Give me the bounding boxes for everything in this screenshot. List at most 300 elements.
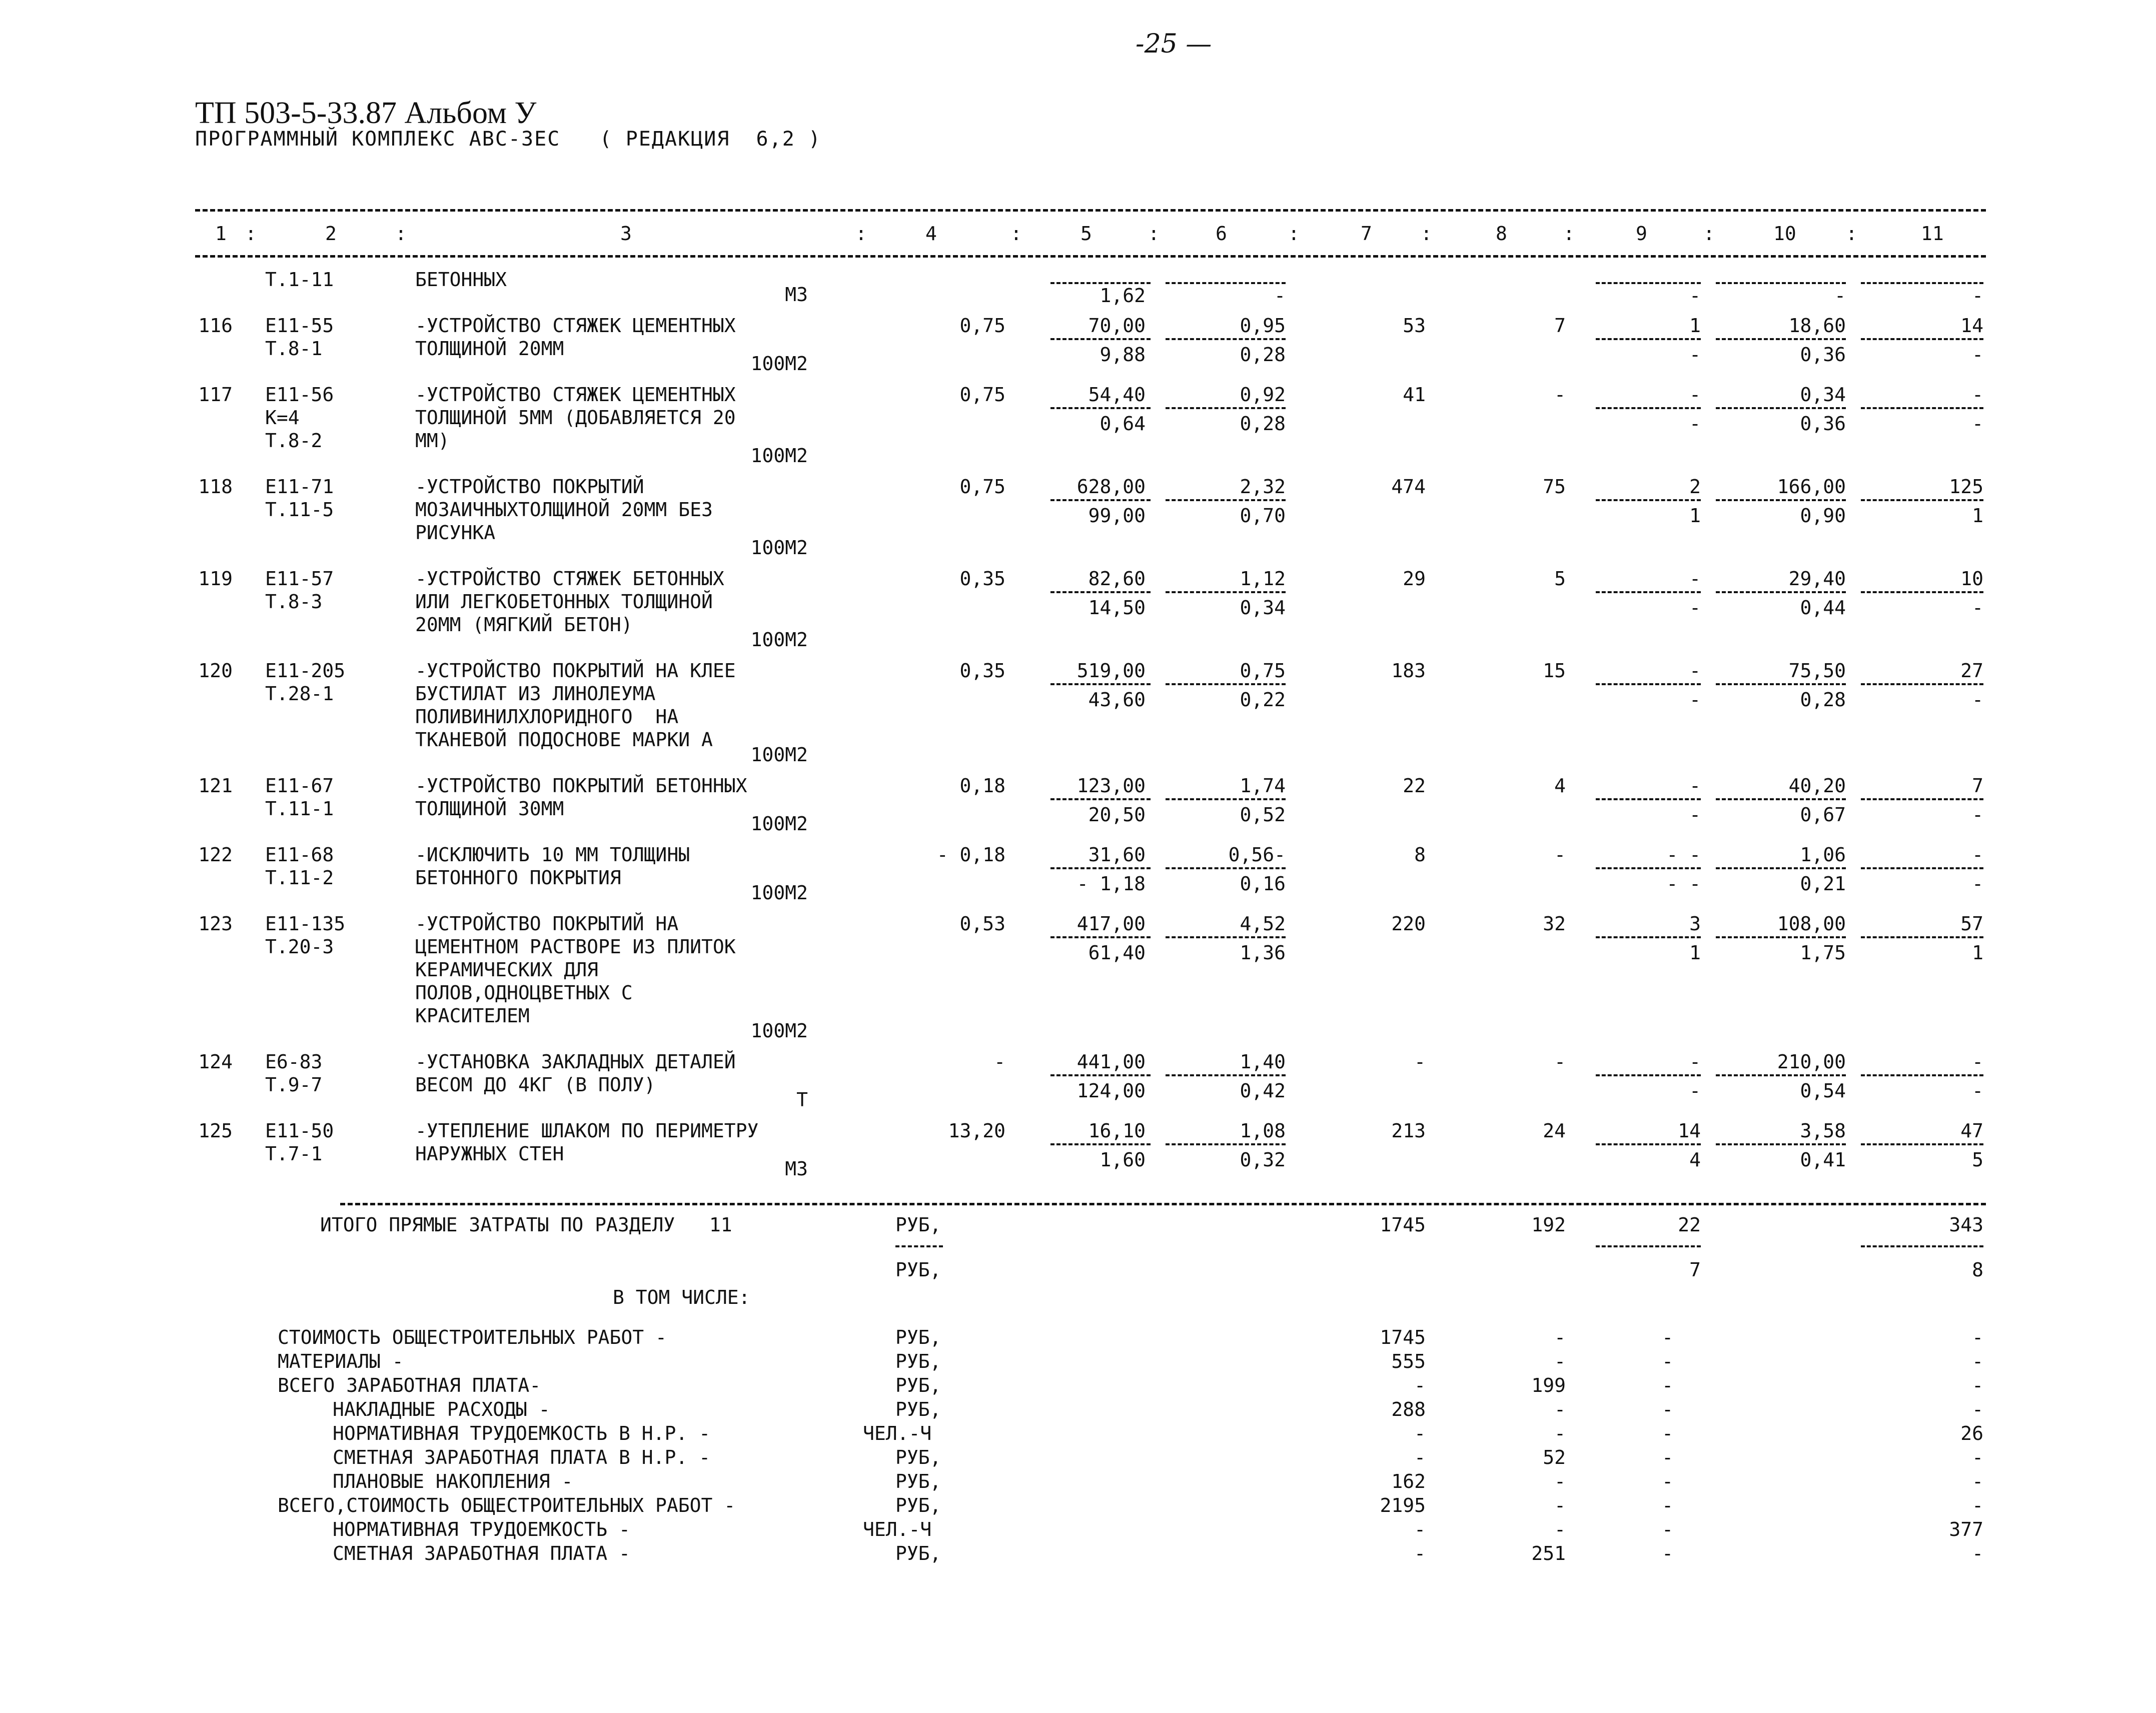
cell-divider bbox=[1716, 282, 1846, 284]
summary-c11: - bbox=[1972, 1398, 1983, 1420]
cell-divider bbox=[1050, 798, 1151, 800]
cost-wages: - bbox=[1554, 844, 1566, 866]
cell-divider bbox=[1166, 1074, 1286, 1076]
cell-divider bbox=[1596, 798, 1701, 800]
row-number: 117 bbox=[198, 384, 233, 406]
summary-c9: - bbox=[1662, 1398, 1673, 1420]
work-description: ПОЛОВ,ОДНОЦВЕТНЫХ С bbox=[415, 982, 633, 1004]
value-c6-bottom: 0,52 bbox=[1240, 804, 1286, 826]
value-c6-top: 1,40 bbox=[1240, 1051, 1286, 1073]
cost-total: 22 bbox=[1403, 775, 1426, 797]
column-separator: : bbox=[1846, 223, 1857, 245]
total-label: ИТОГО ПРЯМЫЕ ЗАТРАТЫ ПО РАЗДЕЛУ 11 bbox=[320, 1214, 732, 1236]
value-c9-bottom: 1 bbox=[1689, 505, 1701, 527]
value-c5-bottom: 61,40 bbox=[1088, 942, 1146, 964]
summary-cost: - bbox=[1414, 1374, 1426, 1396]
value-c9-top: 3 bbox=[1689, 913, 1701, 935]
norm-code: Т.11-1 bbox=[265, 798, 334, 820]
summary-wages: - bbox=[1554, 1326, 1566, 1348]
value-c6-bottom: 0,34 bbox=[1240, 597, 1286, 619]
norm-code: Т.8-1 bbox=[265, 338, 323, 360]
cell-divider bbox=[1861, 1245, 1983, 1247]
summary-cost: 288 bbox=[1391, 1398, 1426, 1420]
value-c9-bottom: 4 bbox=[1689, 1149, 1701, 1171]
summary-c11: - bbox=[1972, 1470, 1983, 1492]
value-c9-top: - bbox=[1689, 384, 1701, 406]
work-description: МОЗАИЧНЫХТОЛЩИНОЙ 20ММ БЕЗ bbox=[415, 499, 713, 521]
value-c10-top: 166,00 bbox=[1777, 476, 1846, 498]
unit-of-measure: 100М2 bbox=[750, 1020, 808, 1042]
value-c11-bottom: - bbox=[1972, 344, 1983, 366]
summary-cost: 2195 bbox=[1380, 1494, 1426, 1516]
summary-unit: РУБ, bbox=[895, 1374, 941, 1396]
value-c5-top: 70,00 bbox=[1088, 315, 1146, 337]
column-header-1: 1 bbox=[215, 223, 227, 245]
summary-wages: 251 bbox=[1531, 1542, 1566, 1564]
cell-divider bbox=[1596, 1143, 1701, 1145]
value-c11-bottom: 1 bbox=[1972, 942, 1983, 964]
work-description: ТОЛЩИНОЙ 30ММ bbox=[415, 798, 564, 820]
value-c11-top: 47 bbox=[1960, 1120, 1983, 1142]
work-description: ММ) bbox=[415, 430, 450, 452]
value-c10-bottom: 0,67 bbox=[1800, 804, 1846, 826]
summary-unit: РУБ, bbox=[895, 1350, 941, 1372]
column-separator: : bbox=[855, 223, 867, 245]
norm-code: Т.8-2 bbox=[265, 430, 323, 452]
quantity: 13,20 bbox=[948, 1120, 1005, 1142]
work-description: ТОЛЩИНОЙ 20ММ bbox=[415, 338, 564, 360]
column-separator: : bbox=[1288, 223, 1300, 245]
summary-label: НОРМАТИВНАЯ ТРУДОЕМКОСТЬ - bbox=[333, 1518, 630, 1540]
norm-code: Т.28-1 bbox=[265, 683, 334, 705]
cell-divider bbox=[1166, 407, 1286, 409]
total-c11-top: 343 bbox=[1949, 1214, 1983, 1236]
summary-c11: 26 bbox=[1960, 1422, 1983, 1444]
cell-divider bbox=[1861, 867, 1983, 869]
column-header-7: 7 bbox=[1361, 223, 1372, 245]
summary-c11: - bbox=[1972, 1374, 1983, 1396]
norm-code: Е11-57 bbox=[265, 568, 334, 590]
quantity: - 0,18 bbox=[936, 844, 1005, 866]
unit-of-measure: 100М2 bbox=[750, 353, 808, 375]
cost-total: - bbox=[1414, 1051, 1426, 1073]
column-separator: : bbox=[245, 223, 257, 245]
value-c10-bottom: 0,41 bbox=[1800, 1149, 1846, 1171]
norm-code: К=4 bbox=[265, 407, 300, 429]
summary-label: ВСЕГО,СТОИМОСТЬ ОБЩЕСТРОИТЕЛЬНЫХ РАБОТ - bbox=[278, 1494, 736, 1516]
work-description: -УСТРОЙСТВО ПОКРЫТИЙ НА КЛЕЕ bbox=[415, 660, 736, 682]
cell-divider bbox=[1716, 407, 1846, 409]
summary-c11: - bbox=[1972, 1446, 1983, 1468]
value-c5-top: 82,60 bbox=[1088, 568, 1146, 590]
work-description: ПОЛИВИНИЛХЛОРИДНОГО НА bbox=[415, 706, 679, 728]
summary-c9: - bbox=[1662, 1518, 1673, 1540]
column-separator: : bbox=[1148, 223, 1160, 245]
summary-c9: - bbox=[1662, 1422, 1673, 1444]
document-title: ТП 503-5-33.87 Альбом У bbox=[195, 96, 537, 130]
cell-divider bbox=[1716, 338, 1846, 340]
summary-c9: - bbox=[1662, 1470, 1673, 1492]
summary-unit: РУБ, bbox=[895, 1398, 941, 1420]
table-top-rule bbox=[195, 209, 1986, 212]
total-wages: 192 bbox=[1531, 1214, 1566, 1236]
summary-c9: - bbox=[1662, 1494, 1673, 1516]
cell-divider bbox=[1861, 338, 1983, 340]
summary-wages: - bbox=[1554, 1350, 1566, 1372]
value-c10-top: 0,34 bbox=[1800, 384, 1846, 406]
work-description: -УСТРОЙСТВО СТЯЖЕК ЦЕМЕНТНЫХ bbox=[415, 384, 736, 406]
summary-c11: 377 bbox=[1949, 1518, 1983, 1540]
work-description: КЕРАМИЧЕСКИХ ДЛЯ bbox=[415, 959, 599, 981]
cell-divider bbox=[1596, 282, 1701, 284]
value-c11-top: - bbox=[1972, 844, 1983, 866]
value-c9-top: - bbox=[1689, 568, 1701, 590]
value-c9-bottom: - bbox=[1689, 344, 1701, 366]
summary-wages: 52 bbox=[1543, 1446, 1566, 1468]
row-number: 119 bbox=[198, 568, 233, 590]
work-description: ТКАНЕВОЙ ПОДОСНОВЕ МАРКИ А bbox=[415, 729, 713, 751]
cell-divider bbox=[1716, 867, 1846, 869]
value-c11-top: 7 bbox=[1972, 775, 1983, 797]
value-c9-bottom: - - bbox=[1666, 873, 1701, 895]
total-c9-bottom: 7 bbox=[1689, 1259, 1701, 1281]
value-c5-bottom: 20,50 bbox=[1088, 804, 1146, 826]
cost-wages: 75 bbox=[1543, 476, 1566, 498]
summary-c9: - bbox=[1662, 1374, 1673, 1396]
cell-divider bbox=[1716, 1143, 1846, 1145]
cell-divider bbox=[1861, 591, 1983, 593]
value-c11-top: 27 bbox=[1960, 660, 1983, 682]
total-c9-top: 22 bbox=[1678, 1214, 1701, 1236]
column-header-9: 9 bbox=[1636, 223, 1647, 245]
value-c6-bottom: 0,32 bbox=[1240, 1149, 1286, 1171]
work-description: БЕТОННОГО ПОКРЫТИЯ bbox=[415, 867, 621, 889]
cell-divider bbox=[1596, 1245, 1701, 1247]
cost-total: 53 bbox=[1403, 315, 1426, 337]
summary-wages: - bbox=[1554, 1518, 1566, 1540]
value-c6-bottom: 0,70 bbox=[1240, 505, 1286, 527]
cell-divider bbox=[1166, 499, 1286, 501]
cell-divider bbox=[1596, 338, 1701, 340]
value-c6-top: 0,92 bbox=[1240, 384, 1286, 406]
cost-wages: 5 bbox=[1554, 568, 1566, 590]
value-c5-bottom: 99,00 bbox=[1088, 505, 1146, 527]
summary-wages: 199 bbox=[1531, 1374, 1566, 1396]
value-c9-bottom: - bbox=[1689, 597, 1701, 619]
cell-divider bbox=[1050, 591, 1151, 593]
value-c9-top: - - bbox=[1666, 844, 1701, 866]
cost-wages: 24 bbox=[1543, 1120, 1566, 1142]
quantity: 0,75 bbox=[959, 384, 1005, 406]
norm-code: Т.1-11 bbox=[265, 269, 334, 291]
summary-label: СТОИМОСТЬ ОБЩЕСТРОИТЕЛЬНЫХ РАБОТ - bbox=[278, 1326, 667, 1348]
summary-c11: - bbox=[1972, 1494, 1983, 1516]
cell-divider bbox=[1050, 282, 1151, 284]
cell-divider bbox=[1596, 1074, 1701, 1076]
work-description: -УСТАНОВКА ЗАКЛАДНЫХ ДЕТАЛЕЙ bbox=[415, 1051, 736, 1073]
value-c10-top: 3,58 bbox=[1800, 1120, 1846, 1142]
value-c9-top: 1 bbox=[1689, 315, 1701, 337]
norm-code: Т.11-2 bbox=[265, 867, 334, 889]
cost-wages: - bbox=[1554, 1051, 1566, 1073]
cell-divider bbox=[1861, 1074, 1983, 1076]
summary-c9: - bbox=[1662, 1542, 1673, 1564]
norm-code: Е11-68 bbox=[265, 844, 334, 866]
unit-of-measure: 100М2 bbox=[750, 813, 808, 835]
quantity: 0,18 bbox=[959, 775, 1005, 797]
column-separator: : bbox=[395, 223, 407, 245]
value-c6-bottom: 0,22 bbox=[1240, 689, 1286, 711]
summary-wages: - bbox=[1554, 1398, 1566, 1420]
value-c6-bottom: 1,36 bbox=[1240, 942, 1286, 964]
unit-of-measure: 100М2 bbox=[750, 445, 808, 467]
value-c5-top: 519,00 bbox=[1076, 660, 1146, 682]
value-c9-top: 2 bbox=[1689, 476, 1701, 498]
value-c11-top: 125 bbox=[1949, 476, 1983, 498]
value-c11-top: - bbox=[1972, 384, 1983, 406]
value-c11-bottom: - bbox=[1972, 804, 1983, 826]
summary-wages: - bbox=[1554, 1422, 1566, 1444]
value-c11-top: 14 bbox=[1960, 315, 1983, 337]
cell-divider bbox=[1861, 282, 1983, 284]
work-description: ТОЛЩИНОЙ 5ММ (ДОБАВЛЯЕТСЯ 20 bbox=[415, 407, 736, 429]
work-description: -УСТРОЙСТВО ПОКРЫТИЙ БЕТОННЫХ bbox=[415, 775, 747, 797]
value-c9-top: - bbox=[1689, 775, 1701, 797]
cell-divider bbox=[1050, 338, 1151, 340]
value-c11-bottom: - bbox=[1972, 285, 1983, 307]
total-unit: РУБ, bbox=[895, 1259, 941, 1281]
work-description: -УСТРОЙСТВО СТЯЖЕК БЕТОННЫХ bbox=[415, 568, 724, 590]
summary-unit: ЧЕЛ.-Ч bbox=[863, 1518, 932, 1540]
cell-divider bbox=[1166, 936, 1286, 938]
column-separator: : bbox=[1703, 223, 1715, 245]
cell-divider bbox=[1716, 798, 1846, 800]
total-cost: 1745 bbox=[1380, 1214, 1426, 1236]
norm-code: Т.11-5 bbox=[265, 499, 334, 521]
norm-code: Е11-55 bbox=[265, 315, 334, 337]
value-c6-top: 4,52 bbox=[1240, 913, 1286, 935]
unit-of-measure: 100М2 bbox=[750, 882, 808, 904]
value-c11-bottom: - bbox=[1972, 873, 1983, 895]
value-c5-bottom: 124,00 bbox=[1076, 1080, 1146, 1102]
cell-divider bbox=[895, 1245, 943, 1247]
column-header-11: 11 bbox=[1921, 223, 1944, 245]
quantity: 0,35 bbox=[959, 568, 1005, 590]
unit-of-measure: М3 bbox=[785, 1158, 808, 1180]
value-c10-bottom: 0,90 bbox=[1800, 505, 1846, 527]
work-description: -УТЕПЛЕНИЕ ШЛАКОМ ПО ПЕРИМЕТРУ bbox=[415, 1120, 759, 1142]
cost-wages: 7 bbox=[1554, 315, 1566, 337]
summary-wages: - bbox=[1554, 1470, 1566, 1492]
value-c5-bottom: - 1,18 bbox=[1076, 873, 1146, 895]
cell-divider bbox=[1166, 683, 1286, 685]
value-c10-top: 210,00 bbox=[1777, 1051, 1846, 1073]
work-description: -УСТРОЙСТВО ПОКРЫТИЙ bbox=[415, 476, 644, 498]
value-c11-bottom: - bbox=[1972, 597, 1983, 619]
cell-divider bbox=[1050, 407, 1151, 409]
summary-label: НАКЛАДНЫЕ РАСХОДЫ - bbox=[333, 1398, 550, 1420]
summary-c9: - bbox=[1662, 1446, 1673, 1468]
column-header-3: 3 bbox=[620, 223, 632, 245]
value-c5-top: 417,00 bbox=[1076, 913, 1146, 935]
cell-divider bbox=[1861, 798, 1983, 800]
summary-unit: РУБ, bbox=[895, 1494, 941, 1516]
value-c6-bottom: 0,16 bbox=[1240, 873, 1286, 895]
cell-divider bbox=[1596, 407, 1701, 409]
value-c9-top: - bbox=[1689, 660, 1701, 682]
page-number: -25 — bbox=[1136, 29, 1212, 59]
value-c6-top: 1,08 bbox=[1240, 1120, 1286, 1142]
column-separator: : bbox=[1421, 223, 1432, 245]
cost-total: 213 bbox=[1391, 1120, 1426, 1142]
value-c5-top: 54,40 bbox=[1088, 384, 1146, 406]
summary-label: НОРМАТИВНАЯ ТРУДОЕМКОСТЬ В Н.Р. - bbox=[333, 1422, 710, 1444]
row-number: 120 bbox=[198, 660, 233, 682]
cell-divider bbox=[1716, 591, 1846, 593]
summary-c11: - bbox=[1972, 1542, 1983, 1564]
value-c10-top: 1,06 bbox=[1800, 844, 1846, 866]
work-description: ВЕСОМ ДО 4КГ (В ПОЛУ) bbox=[415, 1074, 656, 1096]
norm-code: Е11-67 bbox=[265, 775, 334, 797]
summary-c9: - bbox=[1662, 1350, 1673, 1372]
value-c11-bottom: 1 bbox=[1972, 505, 1983, 527]
column-separator: : bbox=[1010, 223, 1022, 245]
cell-divider bbox=[1166, 798, 1286, 800]
value-c6-top: 0,56- bbox=[1228, 844, 1286, 866]
value-c10-bottom: - bbox=[1834, 285, 1846, 307]
value-c10-bottom: 0,44 bbox=[1800, 597, 1846, 619]
summary-cost: 162 bbox=[1391, 1470, 1426, 1492]
work-description: КРАСИТЕЛЕМ bbox=[415, 1005, 530, 1027]
row-number: 116 bbox=[198, 315, 233, 337]
cell-divider bbox=[1861, 407, 1983, 409]
cell-divider bbox=[1166, 1143, 1286, 1145]
cost-total: 183 bbox=[1391, 660, 1426, 682]
work-description: -УСТРОЙСТВО ПОКРЫТИЙ НА bbox=[415, 913, 679, 935]
cell-divider bbox=[1596, 683, 1701, 685]
summary-cost: - bbox=[1414, 1446, 1426, 1468]
norm-code: Е11-135 bbox=[265, 913, 346, 935]
value-c10-bottom: 1,75 bbox=[1800, 942, 1846, 964]
cell-divider bbox=[1716, 683, 1846, 685]
quantity: 0,75 bbox=[959, 315, 1005, 337]
value-c5-top: 16,10 bbox=[1088, 1120, 1146, 1142]
summary-unit: РУБ, bbox=[895, 1542, 941, 1564]
value-c9-bottom: - bbox=[1689, 689, 1701, 711]
value-c10-bottom: 0,54 bbox=[1800, 1080, 1846, 1102]
summary-c11: - bbox=[1972, 1350, 1983, 1372]
cost-total: 41 bbox=[1403, 384, 1426, 406]
value-c9-top: 14 bbox=[1678, 1120, 1701, 1142]
value-c11-top: 10 bbox=[1960, 568, 1983, 590]
cost-total: 474 bbox=[1391, 476, 1426, 498]
norm-code: Т.9-7 bbox=[265, 1074, 323, 1096]
value-c5-top: 31,60 bbox=[1088, 844, 1146, 866]
summary-unit: РУБ, bbox=[895, 1446, 941, 1468]
summary-cost: - bbox=[1414, 1422, 1426, 1444]
value-c6-bottom: 0,28 bbox=[1240, 344, 1286, 366]
value-c10-top: 18,60 bbox=[1788, 315, 1846, 337]
summary-unit: РУБ, bbox=[895, 1326, 941, 1348]
value-c5-bottom: 43,60 bbox=[1088, 689, 1146, 711]
norm-code: Т.8-3 bbox=[265, 591, 323, 613]
value-c6-top: 2,32 bbox=[1240, 476, 1286, 498]
cost-wages: 32 bbox=[1543, 913, 1566, 935]
total-c11-bottom: 8 bbox=[1972, 1259, 1983, 1281]
value-c5-bottom: 1,60 bbox=[1100, 1149, 1146, 1171]
value-c5-bottom: 0,64 bbox=[1100, 413, 1146, 435]
column-header-6: 6 bbox=[1216, 223, 1227, 245]
value-c6-bottom: 0,28 bbox=[1240, 413, 1286, 435]
column-header-10: 10 bbox=[1773, 223, 1796, 245]
norm-code: Е11-205 bbox=[265, 660, 346, 682]
value-c6-bottom: 0,42 bbox=[1240, 1080, 1286, 1102]
summary-cost: 1745 bbox=[1380, 1326, 1426, 1348]
value-c9-bottom: - bbox=[1689, 413, 1701, 435]
summary-c9: - bbox=[1662, 1326, 1673, 1348]
cell-divider bbox=[1050, 867, 1151, 869]
value-c6-bottom: - bbox=[1274, 285, 1286, 307]
cost-total: 29 bbox=[1403, 568, 1426, 590]
cost-wages: 15 bbox=[1543, 660, 1566, 682]
value-c9-bottom: - bbox=[1689, 804, 1701, 826]
summary-label: МАТЕРИАЛЫ - bbox=[278, 1350, 404, 1372]
cell-divider bbox=[1166, 282, 1286, 284]
work-description: БУСТИЛАТ ИЗ ЛИНОЛЕУМА bbox=[415, 683, 656, 705]
column-header-4: 4 bbox=[925, 223, 937, 245]
table-bottom-rule bbox=[340, 1203, 1986, 1205]
summary-label: СМЕТНАЯ ЗАРАБОТНАЯ ПЛАТА - bbox=[333, 1542, 630, 1564]
value-c5-top: 123,00 bbox=[1076, 775, 1146, 797]
cost-wages: 4 bbox=[1554, 775, 1566, 797]
unit-of-measure: Т bbox=[796, 1089, 808, 1111]
cell-divider bbox=[1596, 499, 1701, 501]
cell-divider bbox=[1861, 1143, 1983, 1145]
cell-divider bbox=[1716, 499, 1846, 501]
work-description: НАРУЖНЫХ СТЕН bbox=[415, 1143, 564, 1165]
column-header-8: 8 bbox=[1496, 223, 1507, 245]
work-description: БЕТОННЫХ bbox=[415, 269, 507, 291]
column-separator: : bbox=[1563, 223, 1575, 245]
quantity: 0,75 bbox=[959, 476, 1005, 498]
cell-divider bbox=[1861, 683, 1983, 685]
value-c10-bottom: 0,36 bbox=[1800, 344, 1846, 366]
cell-divider bbox=[1166, 591, 1286, 593]
cell-divider bbox=[1166, 338, 1286, 340]
summary-cost: - bbox=[1414, 1518, 1426, 1540]
value-c10-top: 29,40 bbox=[1788, 568, 1846, 590]
cell-divider bbox=[1861, 499, 1983, 501]
cell-divider bbox=[1716, 936, 1846, 938]
norm-code: Е11-71 bbox=[265, 476, 334, 498]
norm-code: Е11-56 bbox=[265, 384, 334, 406]
quantity: 0,35 bbox=[959, 660, 1005, 682]
value-c5-top: 441,00 bbox=[1076, 1051, 1146, 1073]
summary-cost: - bbox=[1414, 1542, 1426, 1564]
value-c10-top: 75,50 bbox=[1788, 660, 1846, 682]
row-number: 125 bbox=[198, 1120, 233, 1142]
unit-of-measure: М3 bbox=[785, 284, 808, 306]
work-description: РИСУНКА bbox=[415, 522, 496, 544]
work-description: -УСТРОЙСТВО СТЯЖЕК ЦЕМЕНТНЫХ bbox=[415, 315, 736, 337]
quantity: 0,53 bbox=[959, 913, 1005, 935]
value-c9-bottom: - bbox=[1689, 285, 1701, 307]
value-c6-top: 0,95 bbox=[1240, 315, 1286, 337]
row-number: 123 bbox=[198, 913, 233, 935]
cell-divider bbox=[1596, 867, 1701, 869]
cell-divider bbox=[1050, 683, 1151, 685]
work-description: -ИСКЛЮЧИТЬ 10 ММ ТОЛЩИНЫ bbox=[415, 844, 690, 866]
